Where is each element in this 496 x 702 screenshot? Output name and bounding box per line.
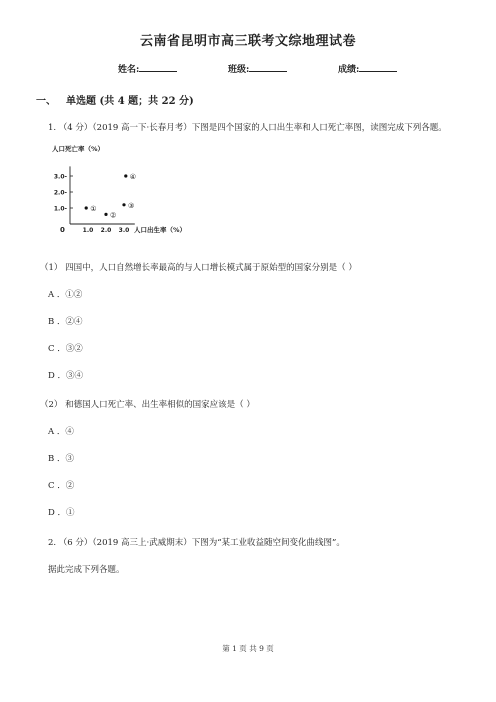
sub1-option-d: D ．③④: [48, 371, 84, 381]
x-tick-label: 3.0: [118, 227, 130, 234]
x-tick-label: 2.0: [100, 227, 112, 234]
name-blank: [139, 63, 177, 72]
data-point-label: ③: [128, 201, 135, 210]
data-point-label: ②: [110, 211, 117, 220]
birth-death-rate-chart: [50, 142, 200, 238]
page-footer: 第 1 页 共 9 页: [222, 644, 274, 653]
class-blank: [249, 63, 287, 72]
question-2-line2: 据此完成下列各题。: [48, 565, 125, 575]
class-label: 班级:: [228, 65, 250, 75]
class-field: [228, 62, 287, 75]
exam-title: 云南省昆明市高三联考文综地理试卷: [139, 34, 356, 49]
sub2-option-c: C ．②: [48, 481, 75, 491]
name-field: [118, 62, 177, 75]
x-axis-title: 人口出生率（%）: [134, 226, 187, 234]
sub1-option-b: B ．②④: [48, 317, 83, 327]
y-axis-title: 人口死亡率（%）: [52, 145, 105, 153]
section-title: 单选题 (共 4 题；共 22 分): [66, 96, 194, 107]
score-blank: [359, 63, 397, 72]
data-point: [124, 174, 127, 177]
sub2-option-d: D ．①: [48, 508, 75, 518]
sub2-option-a: A ．④: [48, 427, 74, 437]
data-point-label: ④: [129, 173, 137, 181]
section-number: 一、: [36, 96, 56, 107]
y-tick-label: 1.0-: [53, 205, 67, 213]
score-field: [338, 62, 397, 75]
data-point: [85, 206, 88, 209]
sub-question-2-stem: （2） 和德国人口死亡率、出生率相似的国家应该是（ ）: [40, 400, 255, 410]
data-point: [104, 213, 107, 216]
sub1-option-c: C ．③②: [48, 344, 83, 354]
data-point: [122, 203, 125, 206]
question-1-stem: 1. （4 分）（2019 高一下·长春月考）下图是四个国家的人口出生率和人口死亡率图，读图完成下列各题。: [48, 123, 447, 133]
sub2-option-b: B ．③: [48, 454, 74, 464]
section-heading: [36, 92, 194, 107]
sub1-option-a: A ．①②: [48, 290, 83, 300]
score-label: 成绩:: [338, 65, 360, 75]
sub-question-1-stem: （1） 四国中，人口自然增长率最高的与人口增长模式属于原始型的国家分别是（ ）: [40, 263, 357, 273]
x-tick-label: 1.0: [82, 227, 94, 234]
name-label: 姓名:: [118, 65, 140, 75]
y-tick-label: 3.0-: [53, 173, 67, 181]
y-tick-label: 2.0-: [53, 189, 67, 197]
question-2-stem: 2. （6 分）（2019 高三上·武威期末）下图为“某工业收益随空间变化曲线图”。: [48, 538, 345, 548]
data-point-label: ①: [90, 205, 97, 213]
origin-label: 0: [60, 226, 65, 234]
